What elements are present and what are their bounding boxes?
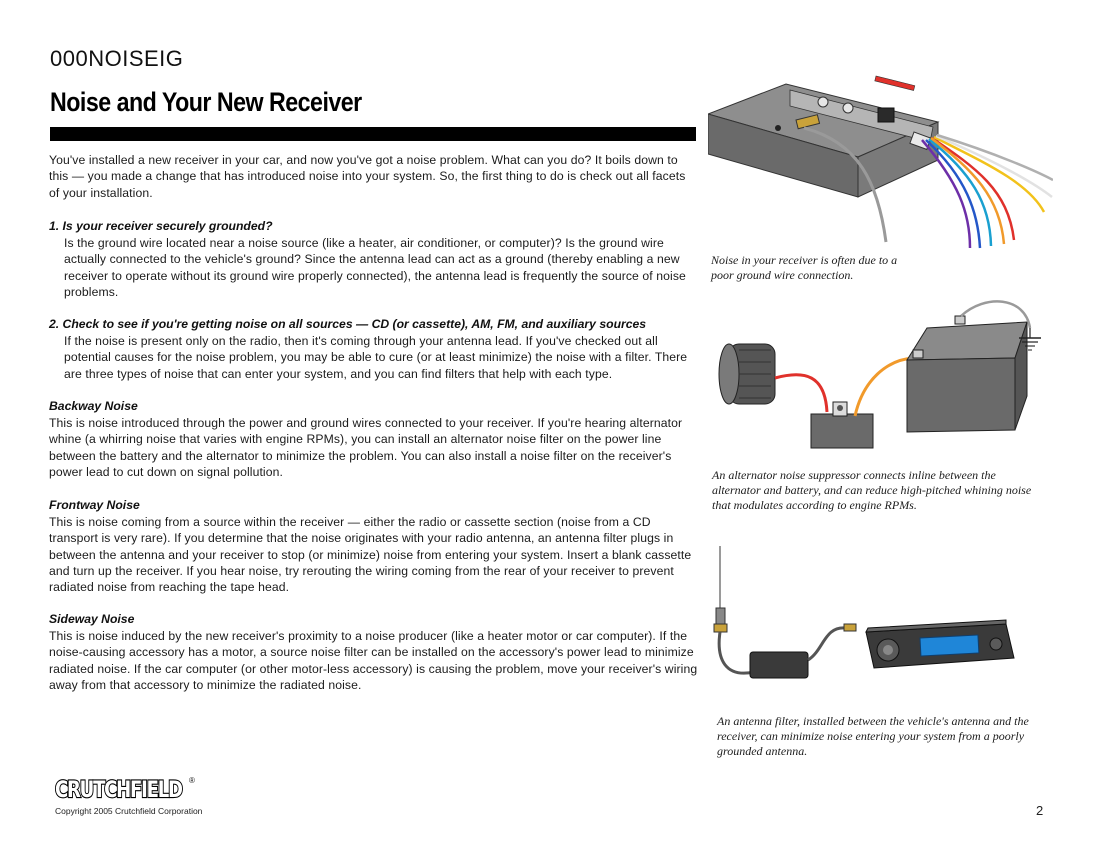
- registered-mark: ®: [189, 776, 195, 785]
- car-receiver-illustration: [708, 72, 1053, 257]
- page-title: Noise and Your New Receiver: [50, 87, 362, 117]
- sideway-noise-heading: Sideway Noise: [49, 612, 135, 626]
- frontway-noise-body: This is noise coming from a source within the receiver — either the radio or cassette section (noise from a CD transport is very rare). If you determine that the noise originates with your radio antenna, an antenna filter plugs in between the antenna and your receiver to stop (or minimize) noise from entering your system. Insert a blank cassette and turn up the receiver. If you hear noise, try rerouting the wiring coming from the rear of your receiver to prevent radiated noise from reaching the tape head.: [49, 515, 692, 595]
- sideway-noise-body: This is noise induced by the new receiver's proximity to a noise producer (like a heater motor or car computer). If the noise-causing accessory has a motor, a source noise filter can be installed on the accessory's power lead to minimize radiated noise. If the car computer (or other motor-less accessory) is causing the problem, move your receiver's wiring away from that accessory to minimize the radiated noise.: [49, 629, 698, 692]
- alternator-battery-illustration: [715, 300, 1060, 465]
- copyright-text: Copyright 2005 Crutchfield Corporation: [55, 806, 203, 816]
- doc-code: 000NOISEIG: [50, 46, 184, 71]
- intro-paragraph: You've installed a new receiver in your car, and now you've got a noise problem. What can you do? It boils down to this — you made a change that has introduced noise into your system. So, the first thing to do is check out all facets of your installation.: [49, 153, 686, 200]
- logo-wordmark: CRUTCHFIELD: [55, 778, 182, 803]
- crutchfield-logo: [55, 778, 210, 803]
- page-number: 2: [1036, 803, 1044, 818]
- question-1-heading: 1. Is your receiver securely grounded?: [49, 219, 273, 233]
- backway-noise-body: This is noise introduced through the power and ground wires connected to your receiver. If you're hearing alternator whine (a whirring noise that varies with engine RPMs), you can install an alternator noise filter on the power line between the battery and the alternator to minimize the problem. You can also install a noise filter on the receiver's power lead to cut down on signal pollution.: [49, 416, 683, 479]
- antenna-caption: An antenna filter, installed between the vehicle's antenna and the receiver, can minimize noise entering your system from a poorly grounded antenna.: [717, 714, 1029, 758]
- antenna-filter-illustration: [706, 540, 1031, 712]
- question-2-heading: 2. Check to see if you're getting noise on all sources — CD (or cassette), AM, FM, and auxiliary sources: [49, 317, 647, 331]
- alternator-caption: An alternator noise suppressor connects inline between the alternator and battery, and can reduce high-pitched whining noise that modulates according to engine RPMs.: [712, 468, 1032, 512]
- question-1-body: Is the ground wire located near a noise source (like a heater, air conditioner, or computer)? Is the ground wire actually connected to the vehicle's ground? Since the antenna lead can act as a ground (thereby enabling a new receiver to operate without its ground wire properly connected), the antenna lead is frequently the source of noise problems.: [64, 236, 686, 299]
- question-2-body: If the noise is present only on the radio, then it's coming through your antenna lead. If you've checked out all potential causes for the noise problem, you may be able to cure (or at least minimize) the noise with a filter. There are three types of noise that can enter your system, and you can find filters that help with each type.: [64, 334, 688, 381]
- frontway-noise-heading: Frontway Noise: [49, 498, 140, 512]
- receiver-caption: Noise in your receiver is often due to a poor ground wire connection.: [711, 253, 898, 282]
- title-rule: [50, 127, 696, 141]
- backway-noise-heading: Backway Noise: [49, 399, 138, 413]
